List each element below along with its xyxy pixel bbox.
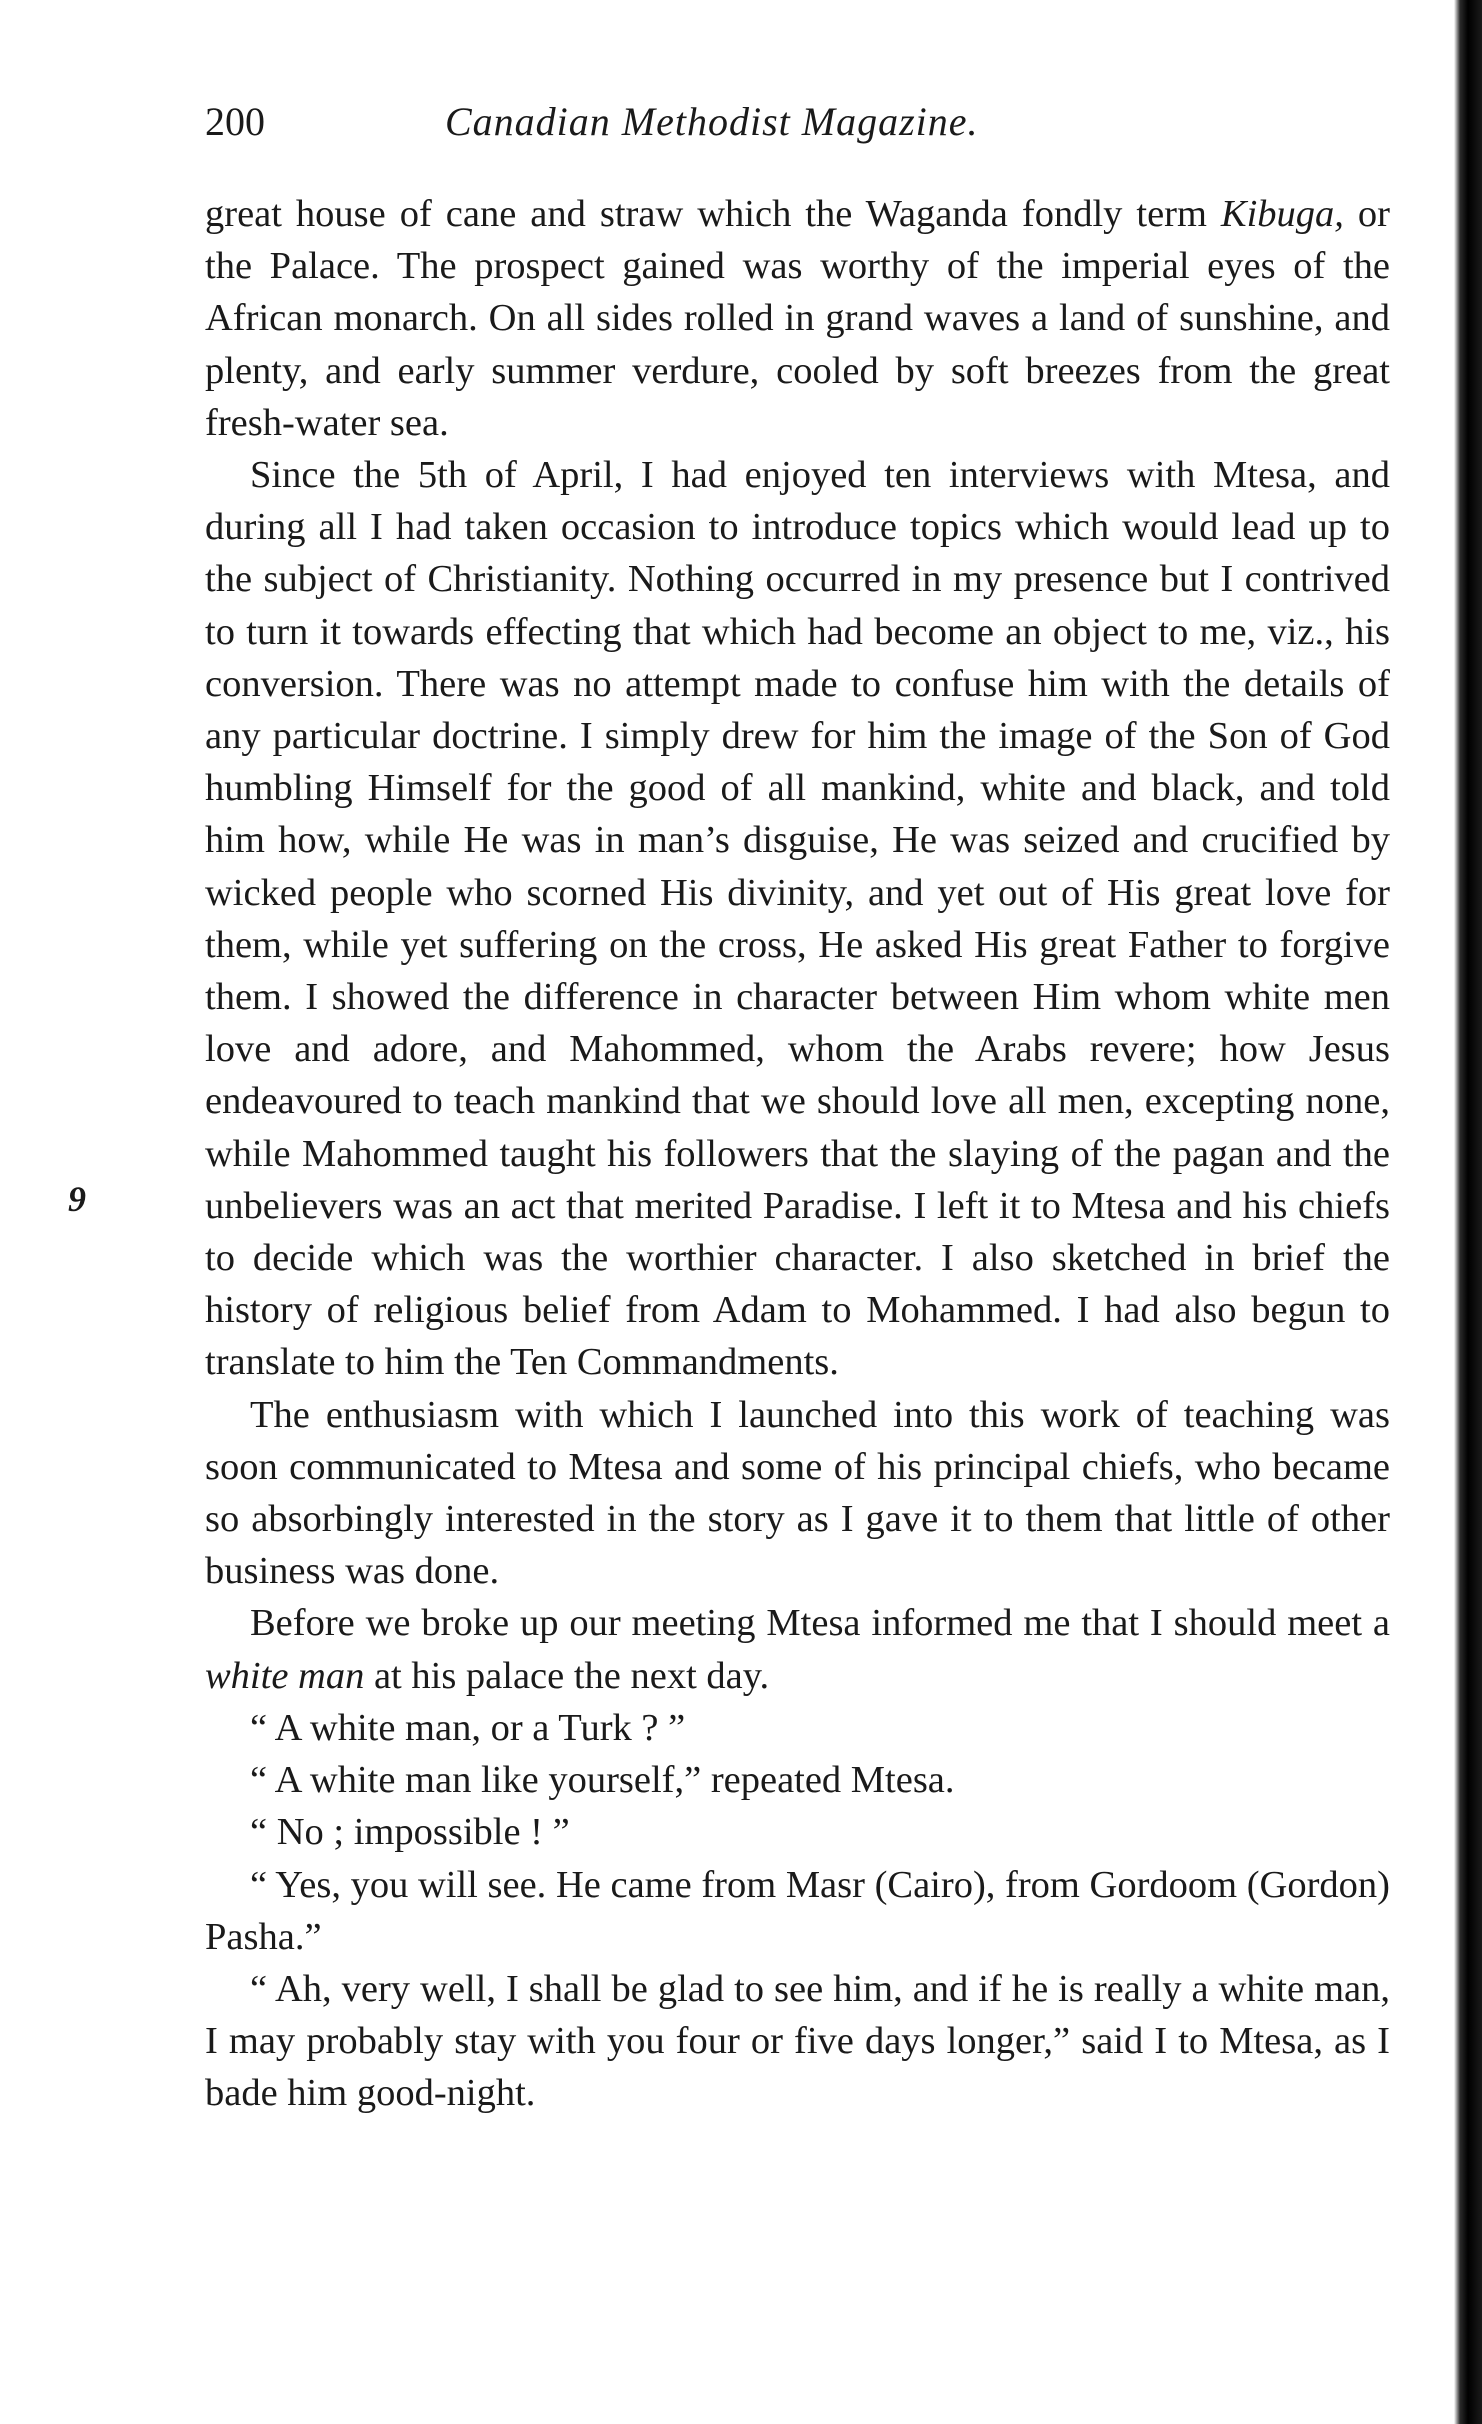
- paragraph: [205, 1963, 1390, 2120]
- paragraph: [205, 1389, 1390, 1598]
- margin-mark: 9: [68, 1179, 86, 1219]
- running-title: Canadian Methodist Magazine.: [445, 99, 979, 144]
- article-body: [205, 188, 1390, 2120]
- paragraph-text: Since the 5th of April, I had enjoyed ten interviews with Mtesa, and during all I had taken occasion to introduce topics which would lead up to the subject of Christianity. Nothing occurred in my presence but I contrived to turn it towards effecting that which had become an object to me, viz., his conversion. There was no attempt made to confuse him with the details of any particular doctrine. I simply drew for him the image of the Son of God humbling Himself for the good of all mankind, white and black, and told him how, while He was in man’s disguise, He was seized and crucified by wicked people who scorned His divinity, and yet out of His great love for them, while yet suffering on the cross, He asked His great Father to forgive them. I showed the difference in character between Him whom white men love and adore, and Mahommed, whom the Arabs revere; how Jesus endeavoured to teach mankind that we should love all men, excepting none, while Mahommed taught his followers that the slaying of the pagan and the unbelievers was an act that merited Paradise. I left it to Mtesa and his chiefs to decide which was the worthier character. I also sketched in brief the history of religious belief from Adam to Mohammed. I had also begun to translate to him the Ten Commandments.: [205, 454, 1390, 1384]
- paragraph: [205, 188, 1390, 449]
- paragraph-text: great house of cane and straw which the Waganda fondly term: [205, 193, 1221, 235]
- paragraph-text: “ A white man like yourself,” repeated Mtesa.: [250, 1759, 955, 1802]
- paragraph-text: at his palace the next day.: [364, 1654, 770, 1697]
- italic-text: Kibuga,: [1220, 193, 1344, 235]
- page-edge-shadow: [1454, 0, 1482, 2424]
- paragraph: [205, 1754, 1390, 1806]
- paragraph-text: “ A white man, or a Turk ? ”: [250, 1706, 686, 1749]
- italic-text: white man: [205, 1654, 365, 1697]
- paragraph-text: “ No ; impossible ! ”: [250, 1811, 570, 1854]
- paragraph-text: “ Ah, very well, I shall be glad to see him, and if he is really a white man, I may probably stay with you four or five days longer,” said I to Mtesa, as I bade him good-night.: [205, 1967, 1390, 2115]
- page-number: 200: [205, 99, 265, 144]
- paragraph-text: Before we broke up our meeting Mtesa informed me that I should meet a: [250, 1602, 1390, 1645]
- paragraph: [205, 1859, 1390, 1963]
- paragraph: [205, 1806, 1390, 1858]
- paragraph-text: or the Palace. The prospect gained was worthy of the imperial eyes of the African monarch. On all sides rolled in grand waves a land of sunshine, and plenty, and early summer verdure, cooled by soft breezes from the great fresh-water sea.: [205, 193, 1390, 444]
- paragraph-text: The enthusiasm with which I launched into this work of teaching was soon communicated to Mtesa and some of his principal chiefs, who became so absorbingly interested in the story as I gave it to them that little of other business was done.: [205, 1393, 1390, 1593]
- paragraph: [205, 449, 1390, 1389]
- page-header: [205, 92, 1105, 152]
- paragraph: [205, 1597, 1390, 1701]
- paragraph: [205, 1702, 1390, 1754]
- paragraph-text: “ Yes, you will see. He came from Masr (Cairo), from Gordoom (Gordon) Pasha.”: [205, 1863, 1390, 1958]
